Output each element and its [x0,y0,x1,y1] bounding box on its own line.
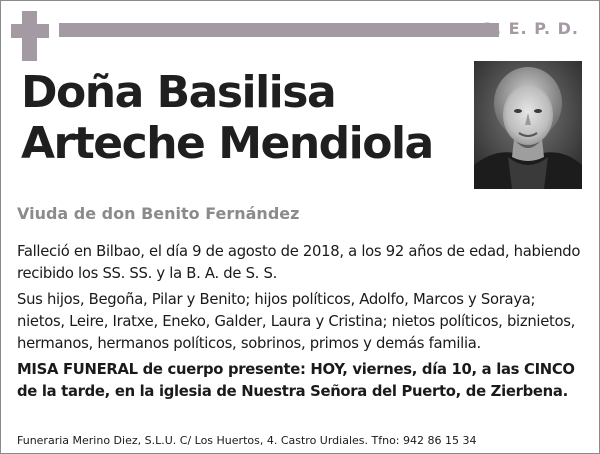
death-notice-paragraph: Falleció en Bilbao, el día 9 de agosto de 2018, a los 92 años de edad, habiendo recibido los SS. SS. y la B. A. de S. S. [17,243,581,282]
name-line-1: Doña Basilisa [21,67,336,118]
header-bar [59,23,499,37]
portrait-photo [474,61,582,189]
funeral-home-footer: Funeraria Merino Diez, S.L.U. C/ Los Huertos, 4. Castro Urdiales. Tfno: 942 86 15 34 [17,434,477,447]
funeral-mass-paragraph: MISA FUNERAL de cuerpo presente: HOY, viernes, día 10, a las CINCO de la tarde, en la iglesia de Nuestra Señora del Puerto, de Zierbena. [17,361,575,400]
widow-of-line: Viuda de don Benito Fernández [17,204,300,223]
deceased-name [21,67,461,169]
cross-icon [11,11,49,61]
qepd-label: Q. E. P. D. [480,19,579,38]
family-paragraph: Sus hijos, Begoña, Pilar y Benito; hijos políticos, Adolfo, Marcos y Soraya; nietos, Leire, Iratxe, Eneko, Galder, Laura y Cristina; nietos políticos, biznietos, hermanos, hermanos políticos, sobrinos, primos y demás familia. [17,291,576,352]
name-line-2: Arteche Mendiola [21,118,433,169]
